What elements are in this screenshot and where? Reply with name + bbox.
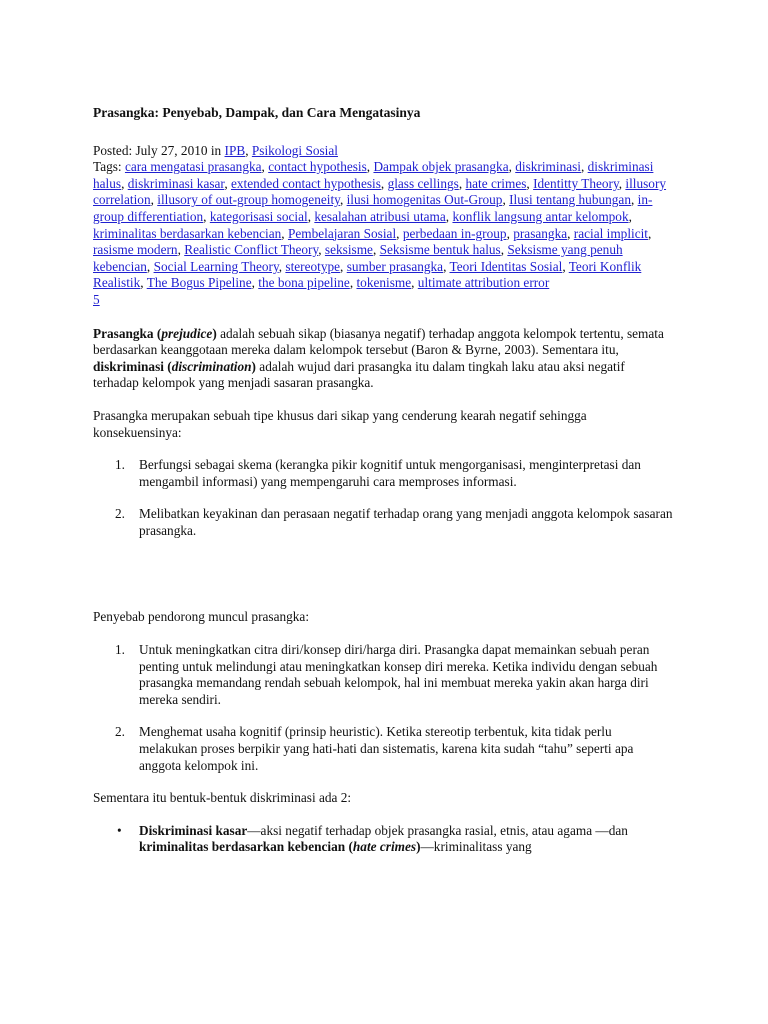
tag-separator: , <box>396 225 403 241</box>
term-prejudice: prejudice <box>161 325 213 341</box>
tag-separator: , <box>648 225 652 241</box>
tag-separator: , <box>140 275 147 291</box>
tags-label: Tags: <box>93 159 125 175</box>
list-number: 2. <box>115 506 125 522</box>
tag-link[interactable]: illusory correlation <box>93 175 667 208</box>
tag-link[interactable]: contact hypothesis <box>268 159 367 175</box>
tag-separator: , <box>618 175 626 191</box>
tag-separator: , <box>630 192 638 208</box>
tag-link[interactable]: konflik langsung antar kelompok <box>452 208 629 224</box>
term-hate-crimes: hate crimes <box>352 839 417 855</box>
term-paren-close: ) <box>212 325 217 341</box>
tag-separator: , <box>340 258 347 274</box>
category-link-psikologi-sosial[interactable]: Psikologi Sosial <box>251 142 338 158</box>
tag-link[interactable]: diskriminasi <box>515 159 581 175</box>
list-item <box>93 457 673 490</box>
tag-link[interactable]: Dampak objek prasangka <box>373 159 509 175</box>
comment-count-link[interactable] <box>93 292 673 309</box>
tag-link[interactable]: rasisme modern <box>93 242 178 258</box>
list-item <box>93 724 673 774</box>
list-item <box>93 506 673 539</box>
list-item-text: Untuk meningkatkan citra diri/konsep diri/harga diri. Prasangka dapat memainkan sebuah peran penting untuk melindungi atau meningkatkan konsep diri mereka. Ketika individu dengan sebuah prasangka memandang rendah sebuah kelompok, hal ini membuat mereka yakin akan harga diri mereka sendiri. <box>139 642 658 707</box>
tag-link[interactable]: perbedaan in-group <box>402 225 507 241</box>
list-item <box>93 642 673 708</box>
cause-list <box>93 642 673 774</box>
tag-link[interactable]: The Bogus Pipeline <box>146 275 252 291</box>
tag-link[interactable]: glass cellings <box>387 175 459 191</box>
tag-link[interactable]: prasangka <box>513 225 568 241</box>
tag-link[interactable]: Teori Konflik Realistik <box>93 258 642 291</box>
category-link-ipb[interactable]: IPB <box>224 142 246 158</box>
term-kriminalitas: kriminalitas berdasarkan kebencian <box>139 839 346 855</box>
tag-link[interactable]: Identitty Theory <box>533 175 619 191</box>
tag-separator: , <box>628 208 632 224</box>
tag-separator: , <box>500 242 508 258</box>
term-prasangka: Prasangka <box>93 325 154 341</box>
list-number: 1. <box>115 642 125 658</box>
bullet-marker: • <box>117 822 122 838</box>
tag-link[interactable]: Seksisme bentuk halus <box>379 242 501 258</box>
term-diskriminasi: diskriminasi <box>93 358 164 374</box>
tag-separator: , <box>349 275 357 291</box>
paragraph-bentuk-diskriminasi: Sementara itu bentuk-bentuk diskriminasi ada 2: <box>93 790 352 806</box>
tag-link[interactable]: racial implicit <box>573 225 648 241</box>
term-paren-open: ( <box>153 325 162 341</box>
tag-link[interactable]: diskriminasi kasar <box>127 175 225 191</box>
tag-link[interactable]: Teori Identitas Sosial <box>449 258 563 274</box>
tag-separator: , <box>121 175 128 191</box>
tag-separator: , <box>281 225 288 241</box>
posted-line <box>93 143 673 160</box>
tag-separator: , <box>508 159 516 175</box>
comment-count[interactable]: 5 <box>93 291 100 307</box>
tag-separator: , <box>567 225 574 241</box>
tag-separator: , <box>251 275 259 291</box>
posted-prefix: Posted: July 27, 2010 in <box>93 142 225 158</box>
tag-separator: , <box>203 208 210 224</box>
tag-separator: , <box>146 258 154 274</box>
tag-separator: , <box>502 192 510 208</box>
tag-link[interactable]: Social Learning Theory <box>153 258 279 274</box>
tag-link[interactable]: seksisme <box>324 242 373 258</box>
term-paren-open: ( <box>345 839 353 855</box>
tag-separator: , <box>150 192 158 208</box>
term-paren-close: ) <box>251 358 256 374</box>
tag-link[interactable]: Pembelajaran Sosial <box>287 225 397 241</box>
tag-separator: , <box>372 242 380 258</box>
tag-link[interactable]: kesalahan atribusi utama <box>314 208 446 224</box>
tag-link[interactable]: tokenisme <box>356 275 412 291</box>
consequence-list <box>93 457 673 539</box>
intro-text-1: adalah sebuah sikap (biasanya negatif) terhadap anggota kelompok tertentu, semata berdasarkan keanggotaan mereka dalam kelompok tersebut (Baron & Byrne, 2003). Sementara itu, <box>93 325 664 358</box>
paragraph-konsekuensi: Prasangka merupakan sebuah tipe khusus dari sikap yang cenderung kearah negatif sehingga konsekuensinya: <box>93 407 587 440</box>
tag-link[interactable]: sumber prasangka <box>346 258 444 274</box>
tag-separator: , <box>411 275 418 291</box>
paragraph-penyebab: Penyebab pendorong muncul prasangka: <box>93 609 310 625</box>
tag-separator: , <box>261 159 269 175</box>
bullet-text-2: —kriminalitass yang <box>420 839 532 855</box>
tag-link[interactable]: kriminalitas berdasarkan kebencian <box>93 225 282 241</box>
term-paren-open: ( <box>163 358 172 374</box>
tag-link[interactable]: diskriminasi halus <box>93 159 654 191</box>
list-item-text: Berfungsi sebagai skema (kerangka pikir kognitif untuk mengorganisasi, menginterpretasi dan mengambil informasi) yang mempengaruhi cara memproses informasi. <box>139 457 641 489</box>
term-paren-close: ) <box>416 839 421 855</box>
tag-separator: , <box>562 258 569 274</box>
tag-link[interactable]: cara mengatasi prasangka <box>124 159 262 175</box>
tag-link[interactable]: illusory of out-group homogeneity <box>157 192 340 208</box>
list-item <box>93 823 673 856</box>
tag-separator: , <box>366 159 374 175</box>
tag-link[interactable]: stereotype <box>285 258 341 274</box>
tag-link[interactable]: in-group differentiation <box>93 192 653 224</box>
tag-link[interactable]: Seksisme yang penuh kebencian <box>93 242 623 274</box>
tag-separator: , <box>307 208 315 224</box>
tag-separator: , <box>445 208 453 224</box>
tag-link[interactable]: ultimate attribution error <box>417 275 550 291</box>
list-number: 2. <box>115 724 125 740</box>
tag-separator: , <box>339 192 347 208</box>
tag-link[interactable]: Realistic Conflict Theory <box>184 242 319 258</box>
tag-separator: , <box>506 225 514 241</box>
list-item-text: Menghemat usaha kognitif (prinsip heuristic). Ketika stereotip terbentuk, kita tidak perlu melakukan proses berpikir yang hati-hati dan sistematis, karena kita sudah “tahu” seperti apa anggota kelompok ini. <box>139 724 634 773</box>
tag-separator: , <box>380 175 388 191</box>
tag-separator: , <box>581 159 588 175</box>
page-title: Prasangka: Penyebab, Dampak, dan Cara Mengatasinya <box>93 105 421 120</box>
tag-link[interactable]: Ilusi tentang hubungan <box>509 192 631 208</box>
term-discrimination: discrimination <box>171 358 252 374</box>
tag-separator: , <box>443 258 450 274</box>
tag-link[interactable]: extended contact hypothesis <box>230 175 381 191</box>
intro-paragraph <box>93 326 673 392</box>
term-diskriminasi-kasar: Diskriminasi kasar <box>139 822 248 838</box>
bullet-text-1: —aksi negatif terhadap objek prasangka rasial, etnis, atau agama —dan <box>247 822 628 838</box>
tag-separator: , <box>318 242 325 258</box>
intro-text-2: adalah wujud dari prasangka itu dalam tingkah laku atau aksi negatif terhadap kelompok yang menjadi sasaran prasangka. <box>93 358 625 391</box>
tag-separator: , <box>458 175 466 191</box>
tag-link[interactable]: kategorisasi social <box>209 208 308 224</box>
tag-link[interactable]: hate crimes <box>465 175 527 191</box>
list-item-text: Melibatkan keyakinan dan perasaan negatif terhadap orang yang menjadi anggota kelompok sasaran prasangka. <box>139 506 673 538</box>
tag-link[interactable]: ilusi homogenitas Out-Group <box>346 192 503 208</box>
tags-list <box>93 159 673 292</box>
article <box>93 101 673 856</box>
tag-separator: , <box>278 258 286 274</box>
list-number: 1. <box>115 457 125 473</box>
tag-link[interactable]: the bona pipeline <box>258 275 350 291</box>
tag-separator: , <box>177 242 185 258</box>
tag-separator: , <box>224 175 231 191</box>
discrimination-types-list <box>93 823 673 856</box>
category-separator: , <box>245 142 252 158</box>
tag-separator: , <box>526 175 534 191</box>
